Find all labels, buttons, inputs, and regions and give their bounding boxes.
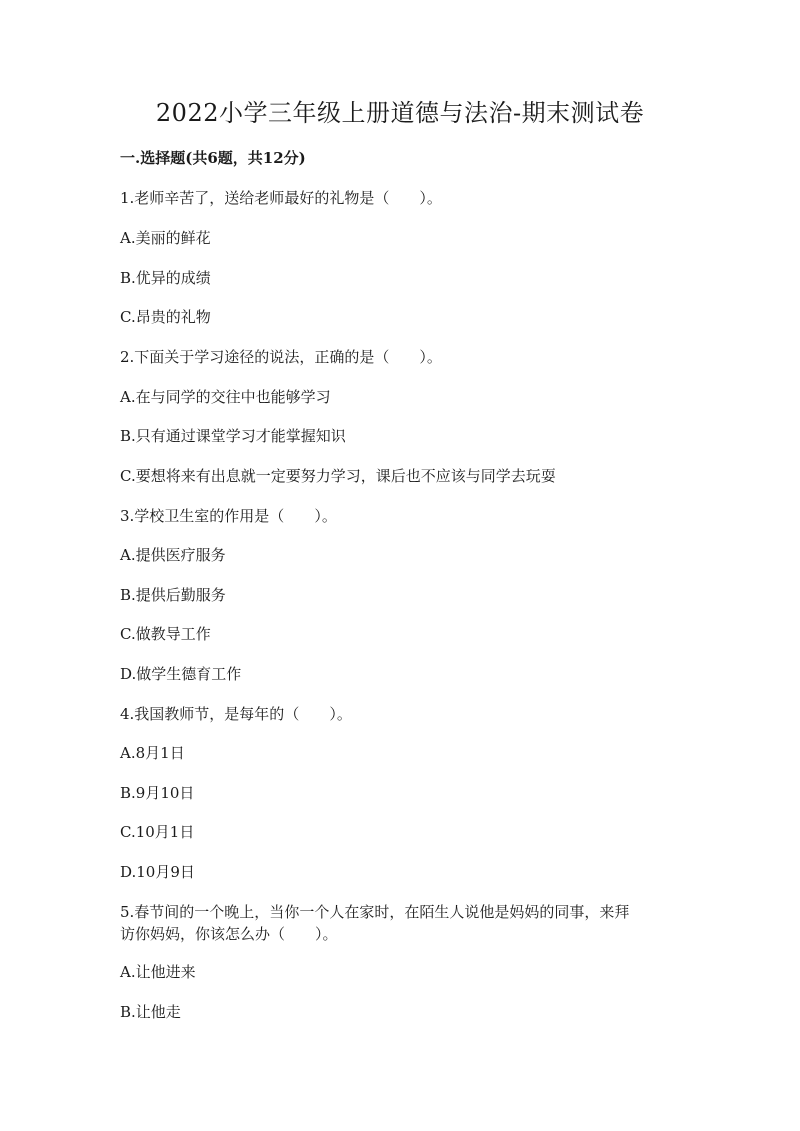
question-1-option-a: A.美丽的鲜花 — [120, 229, 211, 247]
question-4-option-c: C.10月1日 — [120, 823, 195, 841]
question-2-option-b: B.只有通过课堂学习才能掌握知识 — [120, 427, 346, 445]
question-2-stem: 2.下面关于学习途径的说法，正确的是（ ）。 — [120, 348, 442, 366]
question-5-stem-line-1: 5.春节间的一个晚上，当你一个人在家时，在陌生人说他是妈妈的同事，来拜 — [120, 903, 630, 921]
question-5-stem-line-2: 访你妈妈，你该怎么办（ ）。 — [120, 925, 338, 943]
question-3-option-d: D.做学生德育工作 — [120, 665, 242, 683]
question-5-option-b: B.让他走 — [120, 1003, 181, 1021]
question-2-option-c: C.要想将来有出息就一定要努力学习，课后也不应该与同学去玩耍 — [120, 467, 556, 485]
question-4-option-b: B.9月10日 — [120, 784, 195, 802]
question-3-stem: 3.学校卫生室的作用是（ ）。 — [120, 507, 337, 525]
section-heading: 一.选择题(共6题，共12分) — [120, 149, 306, 167]
question-1-option-b: B.优异的成绩 — [120, 269, 211, 287]
question-4-option-d: D.10月9日 — [120, 863, 195, 881]
question-3-option-a: A.提供医疗服务 — [120, 546, 226, 564]
question-3-option-c: C.做教导工作 — [120, 625, 211, 643]
question-1-stem: 1.老师辛苦了，送给老师最好的礼物是（ ）。 — [120, 189, 442, 207]
question-3-option-b: B.提供后勤服务 — [120, 586, 226, 604]
question-2-option-a: A.在与同学的交往中也能够学习 — [120, 388, 331, 406]
question-4-option-a: A.8月1日 — [120, 744, 185, 762]
question-1-option-c: C.昂贵的礼物 — [120, 308, 211, 326]
question-5-option-a: A.让他进来 — [120, 963, 196, 981]
page-title: 2022小学三年级上册道德与法治-期末测试卷 — [155, 99, 645, 127]
question-4-stem: 4.我国教师节，是每年的（ ）。 — [120, 705, 352, 723]
